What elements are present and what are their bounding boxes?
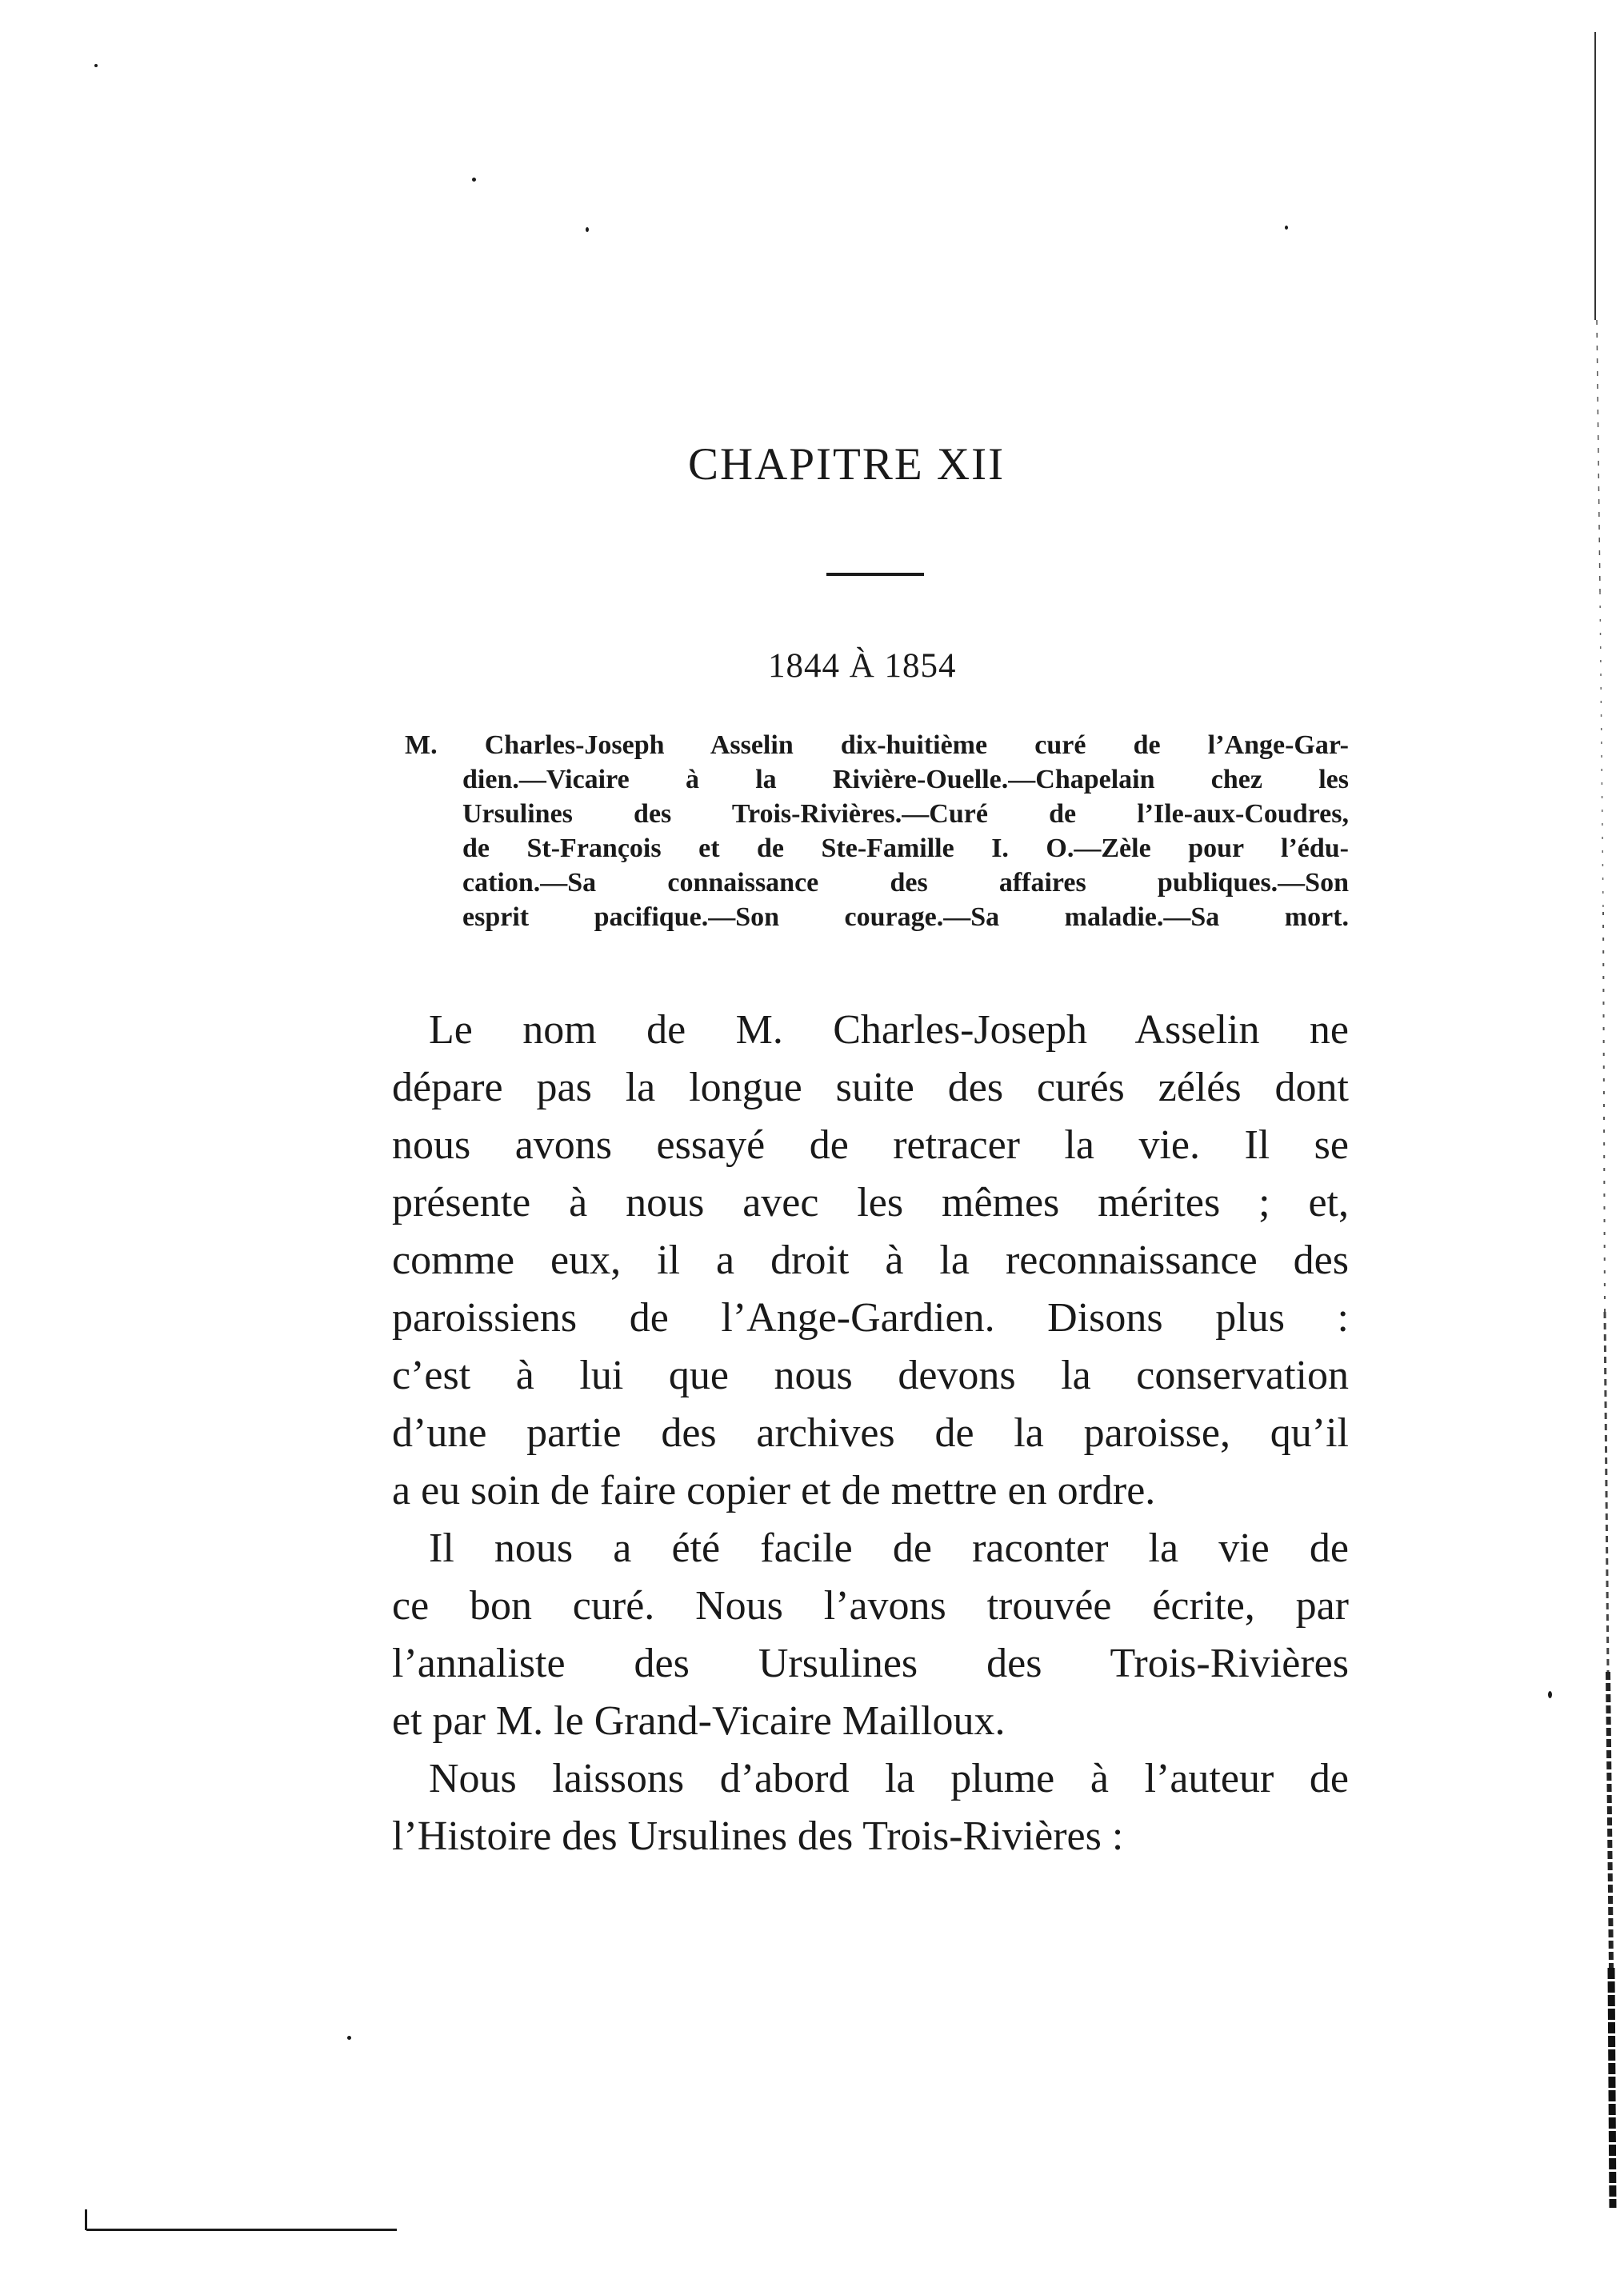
paragraph-1-line: paroissiens de l’Ange-Gardien. Disons plus : xyxy=(392,1295,1349,1341)
dust-speck xyxy=(1285,226,1288,230)
paragraph-2-line: l’annaliste des Ursulines des Trois-Rivières xyxy=(392,1641,1349,1686)
paragraph-1-line: dépare pas la longue suite des curés zélés dont xyxy=(392,1065,1349,1110)
summary-line: esprit pacifique.—Son courage.—Sa maladie.—Sa mort. xyxy=(462,902,1349,932)
paragraph-1-line: présente à nous avec les mêmes mérites ; et, xyxy=(392,1180,1349,1225)
dust-speck xyxy=(347,2036,351,2040)
body-text xyxy=(392,1002,1349,1865)
scan-corner-mark xyxy=(85,2209,87,2230)
summary-line: M. Charles-Joseph Asselin dix-huitième curé de l’Ange-Gar- xyxy=(405,730,1349,760)
scan-edge-artifact xyxy=(1576,32,1624,2208)
paragraph-3-line: l’Histoire des Ursulines des Trois-Rivières : xyxy=(392,1813,1124,1859)
paragraph-3-line: Nous laissons d’abord la plume à l’auteur de xyxy=(429,1756,1349,1801)
dust-speck xyxy=(472,178,476,182)
paragraph-1-line: comme eux, il a droit à la reconnaissance des xyxy=(392,1237,1349,1283)
paragraph-2-line: et par M. le Grand-Vicaire Mailloux. xyxy=(392,1698,1006,1744)
summary-line: dien.—Vicaire à la Rivière-Ouelle.—Chapelain chez les xyxy=(462,765,1349,794)
paragraph-2-line: ce bon curé. Nous l’avons trouvée écrite, par xyxy=(392,1583,1349,1629)
paragraph-1-line: a eu soin de faire copier et de mettre en ordre. xyxy=(392,1468,1156,1513)
summary-line: de St-François et de Ste-Famille I. O.—Zèle pour l’édu- xyxy=(462,834,1349,863)
paragraph-2-line: Il nous a été facile de raconter la vie de xyxy=(429,1525,1349,1571)
paragraph-1-line: d’une partie des archives de la paroisse, qu’il xyxy=(392,1410,1349,1456)
dust-speck xyxy=(586,227,589,232)
summary-line: cation.—Sa connaissance des affaires publiques.—Son xyxy=(462,868,1349,898)
title-divider xyxy=(826,573,924,576)
paragraph-1-line: c’est à lui que nous devons la conservation xyxy=(392,1353,1349,1398)
paragraph-1-line: nous avons essayé de retracer la vie. Il se xyxy=(392,1122,1349,1168)
dust-speck xyxy=(1548,1691,1552,1698)
paragraph-1-line: Le nom de M. Charles-Joseph Asselin ne xyxy=(429,1007,1349,1053)
dust-speck xyxy=(94,64,98,67)
summary-line: Ursulines des Trois-Rivières.—Curé de l’Ile-aux-Coudres, xyxy=(462,799,1349,829)
chapter-summary xyxy=(405,728,1349,934)
scan-bottom-line xyxy=(86,2229,397,2231)
date-range: 1844 À 1854 xyxy=(768,647,957,685)
chapter-title: CHAPITRE XII xyxy=(688,439,1006,490)
